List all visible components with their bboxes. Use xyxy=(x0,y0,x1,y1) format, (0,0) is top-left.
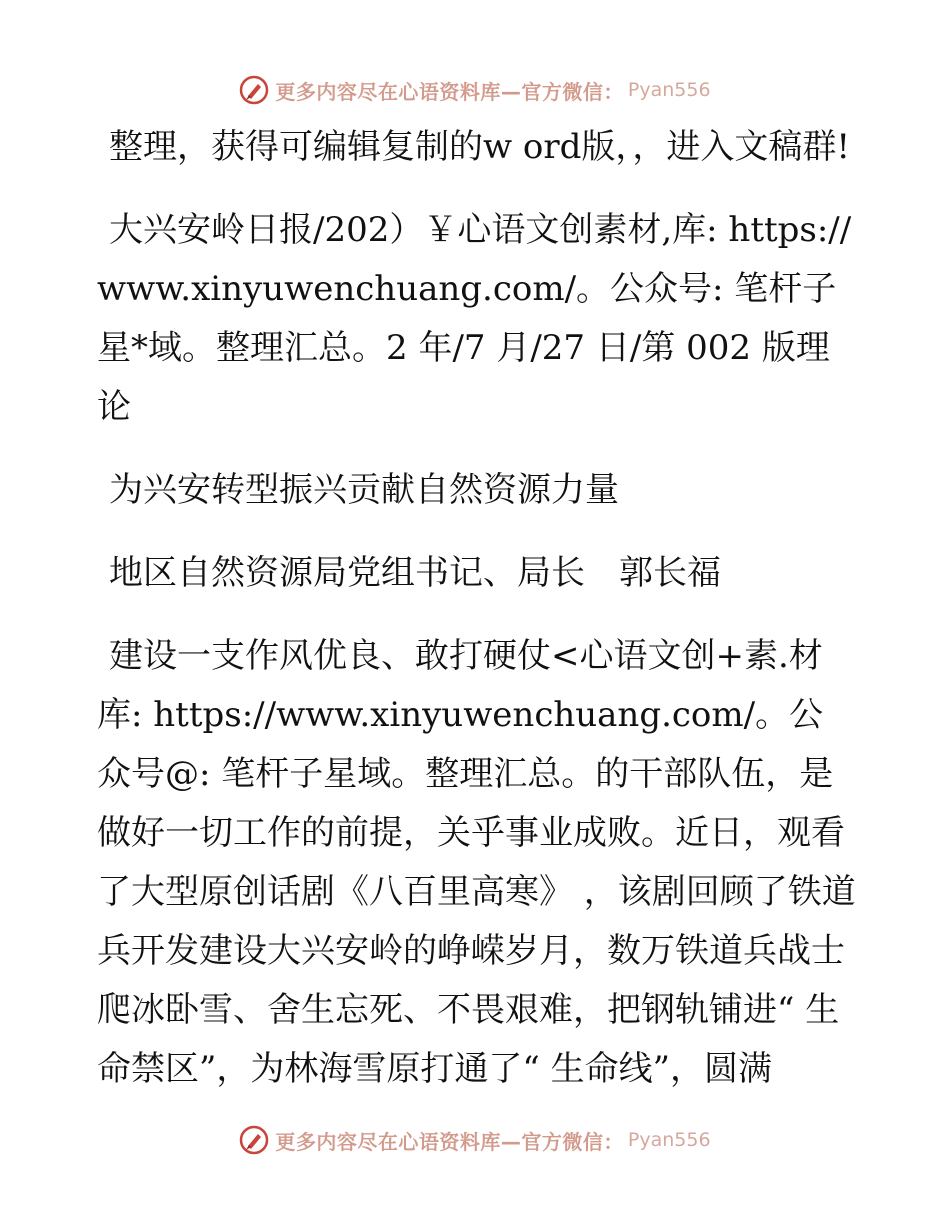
wechat-id: Pyan556 xyxy=(627,79,711,101)
watermark-text: 更多内容尽在心语资料库—官方微信： xyxy=(275,79,624,104)
footer-watermark xyxy=(0,1120,950,1160)
watermark-text: 更多内容尽在心语资料库—官方微信： xyxy=(275,1129,624,1154)
header-watermark xyxy=(0,70,950,110)
wechat-id: Pyan556 xyxy=(627,1129,711,1151)
document-body xyxy=(97,118,857,1123)
pen-nib-logo-icon xyxy=(239,75,269,105)
article-author: 地区自然资源局党组书记、局长 郭长福 xyxy=(109,553,721,593)
paragraph-2: 大兴安岭日报/202）￥心语文创素材,库: https://www.xinyuwenchuang.com/。公众号: 笔杆子星*域。整理汇总。2 年/7 月/27 日/第 002 版理论 xyxy=(97,210,852,427)
paragraph-1: 整理，获得可编辑复制的w ord版，，进入文稿群! xyxy=(109,127,851,167)
pen-nib-logo-icon xyxy=(239,1125,269,1155)
article-title: 为兴安转型振兴贡献自然资源力量 xyxy=(109,470,619,510)
paragraph-body: 建设一支作风优良、敢打硬仗<心语文创+素.材库: https://www.xinyuwenchuang.com/。公众号@: 笔杆子星域。整理汇总。的干部队伍，是做好一切工作的前提，关乎事业成败。近日，观看了大型原创话剧《八百里高寒》 ，该剧回顾了铁道兵开发建设大兴安岭的峥嵘岁月，数万铁道兵战士爬冰卧雪、舍生忘死、不畏艰难，把钢轨铺进“ 生命禁区”，为林海雪原打通了“ 生命线”，圆满 xyxy=(97,636,856,1089)
